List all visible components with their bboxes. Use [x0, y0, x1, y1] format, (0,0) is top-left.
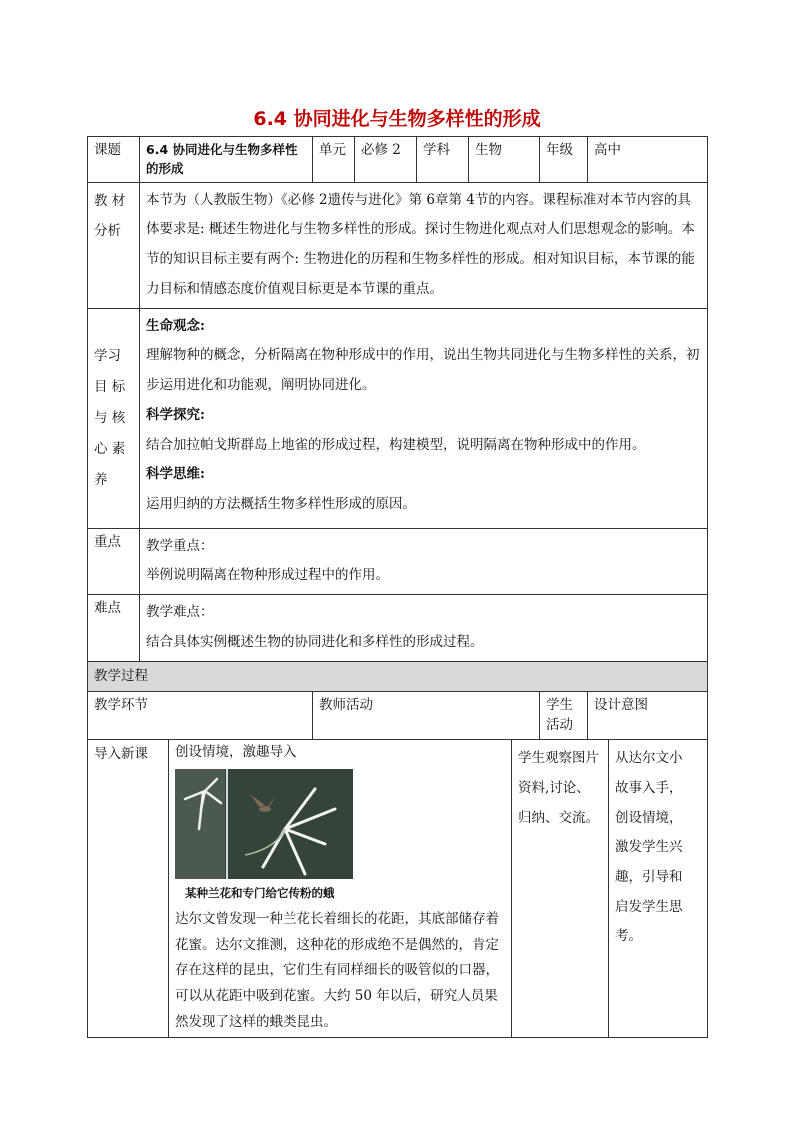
literacy-heading: 科学思维: [146, 466, 205, 483]
literacy-paragraph: 运用归纳的方法概括生物多样性形成的原因。 [146, 495, 416, 512]
difficulty-heading: 教学难点： [146, 604, 214, 621]
literacy-content [140, 308, 708, 528]
analysis-row [88, 182, 708, 308]
photo-divider [226, 769, 228, 879]
page-title: 6.4 协同进化与生物多样性的形成 [253, 108, 541, 130]
literacy-paragraph: 理解物种的概念，分析隔离在物种形成中的作用，说出生物共同进化与生物多样性的关系，初步运用进化和功能观，阐明协同进化。 [146, 347, 700, 394]
orchid-moth-illustration [175, 769, 353, 879]
literacy-heading: 生命观念: [146, 317, 205, 334]
process-bar: 教学过程 [88, 661, 708, 691]
literacy-row [88, 308, 708, 528]
key-point-row [88, 528, 708, 594]
grade-label: 年级 [540, 137, 588, 183]
photo-caption: 某种兰花和专门给它传粉的蛾 [185, 886, 335, 901]
literacy-heading: 科学探究: [146, 406, 205, 423]
unit-value: 必修 2 [355, 137, 417, 183]
lesson-plan-table [87, 136, 708, 1038]
analysis-text: 本节为（人教版生物）《必修 2遗传与进化》第 6章第 4节的内容。课程标准对本节内容的具体要求是: 概述生物进化与生物多样性的形成。探讨生物进化观点对人们思想观念的影响。本节的知识目标主要有两个: 生物进化的历程和生物多样性的形成。相对知识目标，本节课的能力目标和情感态度价值观目标更是本节课的重点。 [140, 182, 708, 308]
difficulty-label: 难点 [88, 595, 140, 661]
process-row [88, 740, 708, 1038]
col-stage: 教学环节 [88, 691, 313, 740]
literacy-label-line: 养 [94, 471, 108, 488]
difficulty-row [88, 595, 708, 661]
process-bar-row [88, 661, 708, 691]
difficulty-content [140, 595, 708, 661]
analysis-label-line: 教 材 [94, 192, 126, 209]
key-point-label: 重点 [88, 528, 140, 594]
col-teacher: 教师活动 [313, 691, 540, 740]
design-cell: 从达尔文小故事入手，创设情境，激发学生兴趣，引导和启发学生思考。 [615, 750, 683, 945]
key-point-content [140, 528, 708, 594]
topic-label: 课题 [88, 137, 140, 183]
col-student: 学生活动 [540, 691, 588, 740]
unit-label: 单元 [313, 137, 355, 183]
student-cell: 学生观察图片资料,讨论、归纳、交流。 [512, 740, 609, 1037]
key-point-heading: 教学重点： [146, 537, 214, 554]
subject-value: 生物 [469, 137, 540, 183]
literacy-label-line: 心 素 [94, 440, 126, 457]
grade-value: 高中 [588, 137, 708, 183]
stage-cell: 导入新课 [88, 740, 169, 1037]
teacher-cell [169, 740, 512, 1037]
analysis-label [88, 182, 140, 308]
key-point-text: 举例说明隔离在物种形成过程中的作用。 [146, 567, 389, 584]
process-header-row [88, 691, 708, 740]
process-row-cell [88, 740, 708, 1038]
orchid-moth-photo [175, 769, 353, 879]
literacy-label-line: 目 标 [94, 378, 126, 395]
literacy-label-line: 学习 [94, 347, 121, 364]
topic-value: 6.4 协同进化与生物多样性的形成 [140, 137, 313, 183]
col-design: 设计意图 [588, 691, 708, 740]
teacher-intro: 创设情境，激趣导入 [175, 744, 297, 761]
analysis-label-line: 分析 [94, 223, 121, 240]
process-row-flex [88, 740, 707, 1037]
difficulty-text: 结合具体实例概述生物的协同进化和多样性的形成过程。 [146, 633, 484, 650]
literacy-paragraph: 结合加拉帕戈斯群岛上地雀的形成过程，构建模型，说明隔离在物种形成中的作用。 [146, 436, 646, 453]
subject-label: 学科 [417, 137, 469, 183]
literacy-label [88, 308, 140, 528]
literacy-label-line: 与 核 [94, 409, 126, 426]
header-row [88, 137, 708, 183]
teacher-story: 达尔文曾发现一种兰花长着细长的花距，其底部储存着花蜜。达尔文推测，这种花的形成绝不是偶然的，肯定存在这样的昆虫，它们生有同样细长的吸管似的口器，可以从花距中吸到花蜜。大约 50 年以后，研究人员果然发现了这样的蛾类昆虫。 [175, 911, 499, 1030]
